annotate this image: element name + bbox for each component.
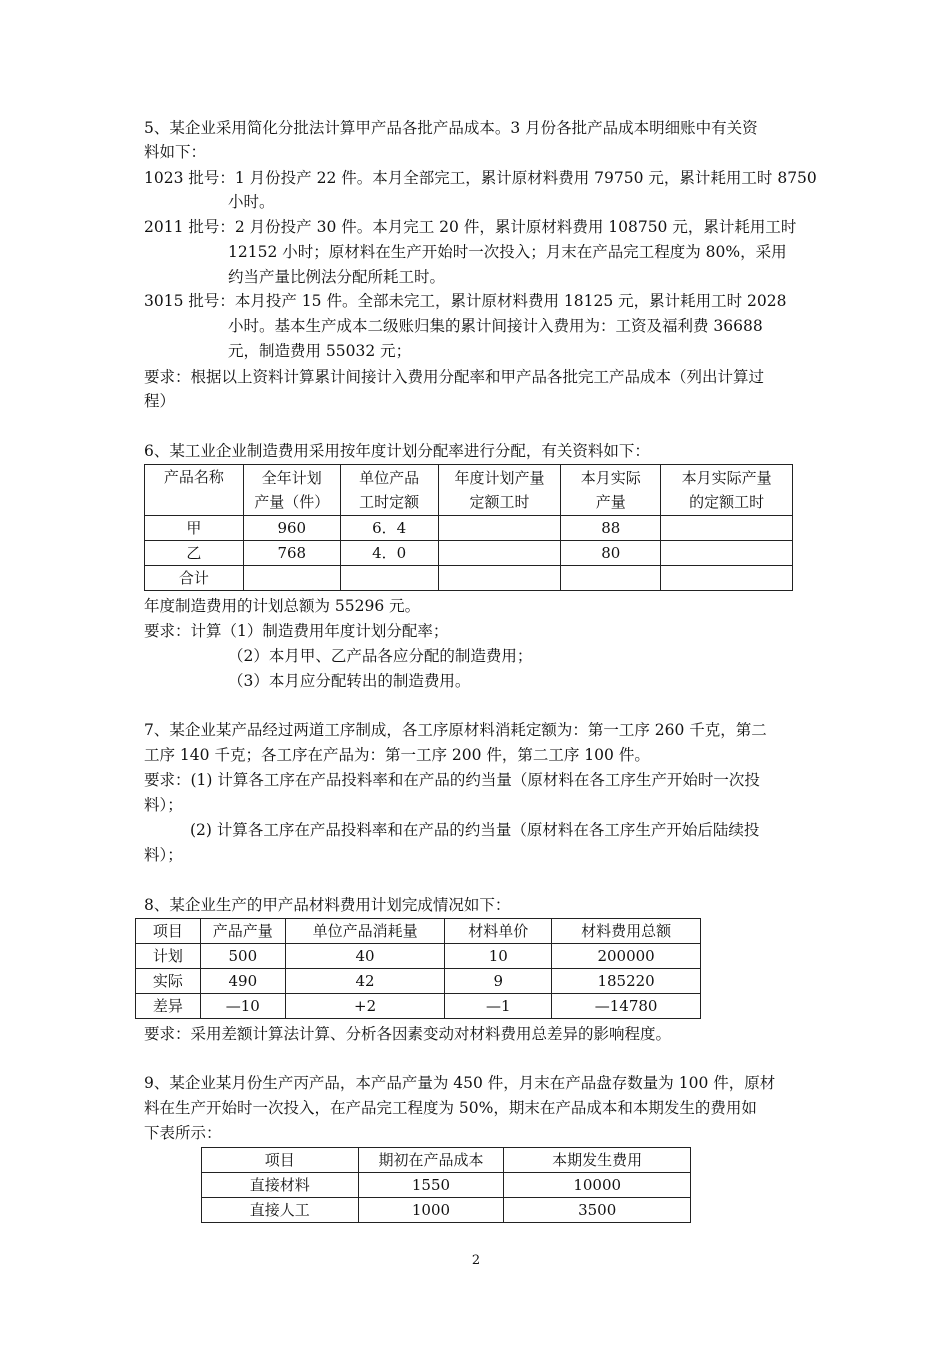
table-header-cell: 本月实际 产量 — [561, 465, 661, 516]
table-header-cell: 项目 — [136, 919, 201, 944]
table-row — [202, 1198, 691, 1223]
q5-line: 元，制造费用 55032 元； — [228, 342, 412, 360]
table-cell — [243, 566, 340, 591]
table-cell: 10 — [445, 944, 552, 969]
table-row — [136, 944, 701, 969]
q7-requirement: 要求：(1) 计算各工序在产品投料率和在产品的约当量（原材料在各工序生产开始时一次投 — [144, 771, 760, 789]
table-cell: 1550 — [358, 1173, 504, 1198]
table-header-row — [145, 465, 793, 516]
table-cell — [438, 566, 561, 591]
table-cell: 3500 — [504, 1198, 691, 1223]
table-row — [136, 969, 701, 994]
table-cell — [661, 541, 793, 566]
table-header-row — [202, 1148, 691, 1173]
q7-requirement: (2) 计算各工序在产品投料率和在产品的约当量（原材料在各工序生产开始后陆续投 — [190, 821, 760, 839]
table-row — [145, 541, 793, 566]
q6-requirement: 要求：计算（1）制造费用年度计划分配率； — [144, 622, 449, 640]
table-cell — [661, 516, 793, 541]
q5-line: 2011 批号：2 月份投产 30 件。本月完工 20 件，累计原材料费用 108750 元，累计耗用工时 — [144, 218, 797, 236]
table-cell: 合计 — [145, 566, 244, 591]
table-header-cell: 全年计划 产量（件） — [243, 465, 340, 516]
table-cell: 490 — [200, 969, 285, 994]
q5-line: 料如下： — [144, 143, 207, 161]
table-cell: 4．0 — [340, 541, 438, 566]
table-header-cell: 年度计划产量 定额工时 — [438, 465, 561, 516]
q6-table — [144, 464, 793, 591]
table-cell: 200000 — [552, 944, 701, 969]
table-cell — [438, 541, 561, 566]
table-cell: 直接材料 — [202, 1173, 359, 1198]
table-header-cell: 产品名称 — [145, 465, 244, 516]
q9-table — [201, 1147, 691, 1223]
table-cell: 88 — [561, 516, 661, 541]
q7-line: 7、某企业某产品经过两道工序制成，各工序原材料消耗定额为：第一工序 260 千克，第二 — [144, 721, 767, 739]
table-cell: —14780 — [552, 994, 701, 1019]
table-cell: —10 — [200, 994, 285, 1019]
table-header-cell: 单位产品 工时定额 — [340, 465, 438, 516]
table-cell — [438, 516, 561, 541]
q5-line: 1023 批号：1 月份投产 22 件。本月全部完工，累计原材料费用 79750 元，累计耗用工时 8750 — [144, 169, 817, 187]
table-cell: +2 — [285, 994, 445, 1019]
table-cell — [340, 566, 438, 591]
table-header-cell: 产品产量 — [200, 919, 285, 944]
page-number: 2 — [471, 1253, 481, 1268]
table-header-cell: 期初在产品成本 — [358, 1148, 504, 1173]
table-header-row — [136, 919, 701, 944]
q6-note: 年度制造费用的计划总额为 55296 元。 — [144, 597, 421, 615]
table-cell: 185220 — [552, 969, 701, 994]
table-row — [145, 566, 793, 591]
table-cell: 乙 — [145, 541, 244, 566]
table-row — [136, 994, 701, 1019]
q8-table — [135, 918, 701, 1019]
q5-line: 小时。 — [228, 193, 275, 211]
q5-line: 约当产量比例法分配所耗工时。 — [228, 268, 446, 286]
q9-line: 9、某企业某月份生产丙产品，本产品产量为 450 件，月末在产品盘存数量为 100 件，原材 — [144, 1074, 776, 1092]
table-cell: 6．4 — [340, 516, 438, 541]
q6-intro: 6、某工业企业制造费用采用按年度计划分配率进行分配，有关资料如下： — [144, 442, 650, 460]
q5-line: 5、某企业采用简化分批法计算甲产品各批产品成本。3 月份各批产品成本明细账中有关资 — [144, 119, 758, 137]
q7-requirement: 料）； — [144, 796, 183, 814]
table-cell: 80 — [561, 541, 661, 566]
table-header-cell: 材料费用总额 — [552, 919, 701, 944]
table-row — [202, 1173, 691, 1198]
q9-line: 料在生产开始时一次投入，在产品完工程度为 50%，期末在产品成本和本期发生的费用如 — [144, 1099, 757, 1117]
table-cell: —1 — [445, 994, 552, 1019]
q9-line: 下表所示： — [144, 1124, 222, 1142]
table-cell: 42 — [285, 969, 445, 994]
q8-intro: 8、某企业生产的甲产品材料费用计划完成情况如下： — [144, 896, 511, 914]
table-header-cell: 单位产品消耗量 — [285, 919, 445, 944]
table-cell: 768 — [243, 541, 340, 566]
table-cell: 1000 — [358, 1198, 504, 1223]
table-header-cell: 项目 — [202, 1148, 359, 1173]
q7-line: 工序 140 千克；各工序在产品为：第一工序 200 件，第二工序 100 件。 — [144, 746, 650, 764]
table-cell: 10000 — [504, 1173, 691, 1198]
q6-requirement: （3）本月应分配转出的制造费用。 — [228, 672, 471, 690]
table-cell: 甲 — [145, 516, 244, 541]
table-row — [145, 516, 793, 541]
table-cell: 9 — [445, 969, 552, 994]
q5-line: 小时。基本生产成本二级账归集的累计间接计入费用为：工资及福利费 36688 — [228, 317, 763, 335]
q5-requirement: 程） — [144, 392, 176, 410]
q5-requirement: 要求：根据以上资料计算累计间接计入费用分配率和甲产品各批完工产品成本（列出计算过 — [144, 368, 765, 386]
table-cell: 直接人工 — [202, 1198, 359, 1223]
table-cell: 500 — [200, 944, 285, 969]
q8-requirement: 要求：采用差额计算法计算、分析各因素变动对材料费用总差异的影响程度。 — [144, 1025, 672, 1043]
table-cell: 实际 — [136, 969, 201, 994]
q5-line: 3015 批号：本月投产 15 件。全部未完工，累计原材料费用 18125 元，累计耗用工时 2028 — [144, 292, 787, 310]
table-cell: 差异 — [136, 994, 201, 1019]
table-header-cell: 本月实际产量 的定额工时 — [661, 465, 793, 516]
table-header-cell: 材料单价 — [445, 919, 552, 944]
table-cell — [561, 566, 661, 591]
table-cell: 40 — [285, 944, 445, 969]
table-cell: 计划 — [136, 944, 201, 969]
table-cell — [661, 566, 793, 591]
table-header-cell: 本期发生费用 — [504, 1148, 691, 1173]
q5-line: 12152 小时；原材料在生产开始时一次投入；月末在产品完工程度为 80%，采用 — [228, 243, 787, 261]
table-cell: 960 — [243, 516, 340, 541]
q7-requirement: 料）； — [144, 846, 183, 864]
q6-requirement: （2）本月甲、乙产品各应分配的制造费用； — [228, 647, 533, 665]
